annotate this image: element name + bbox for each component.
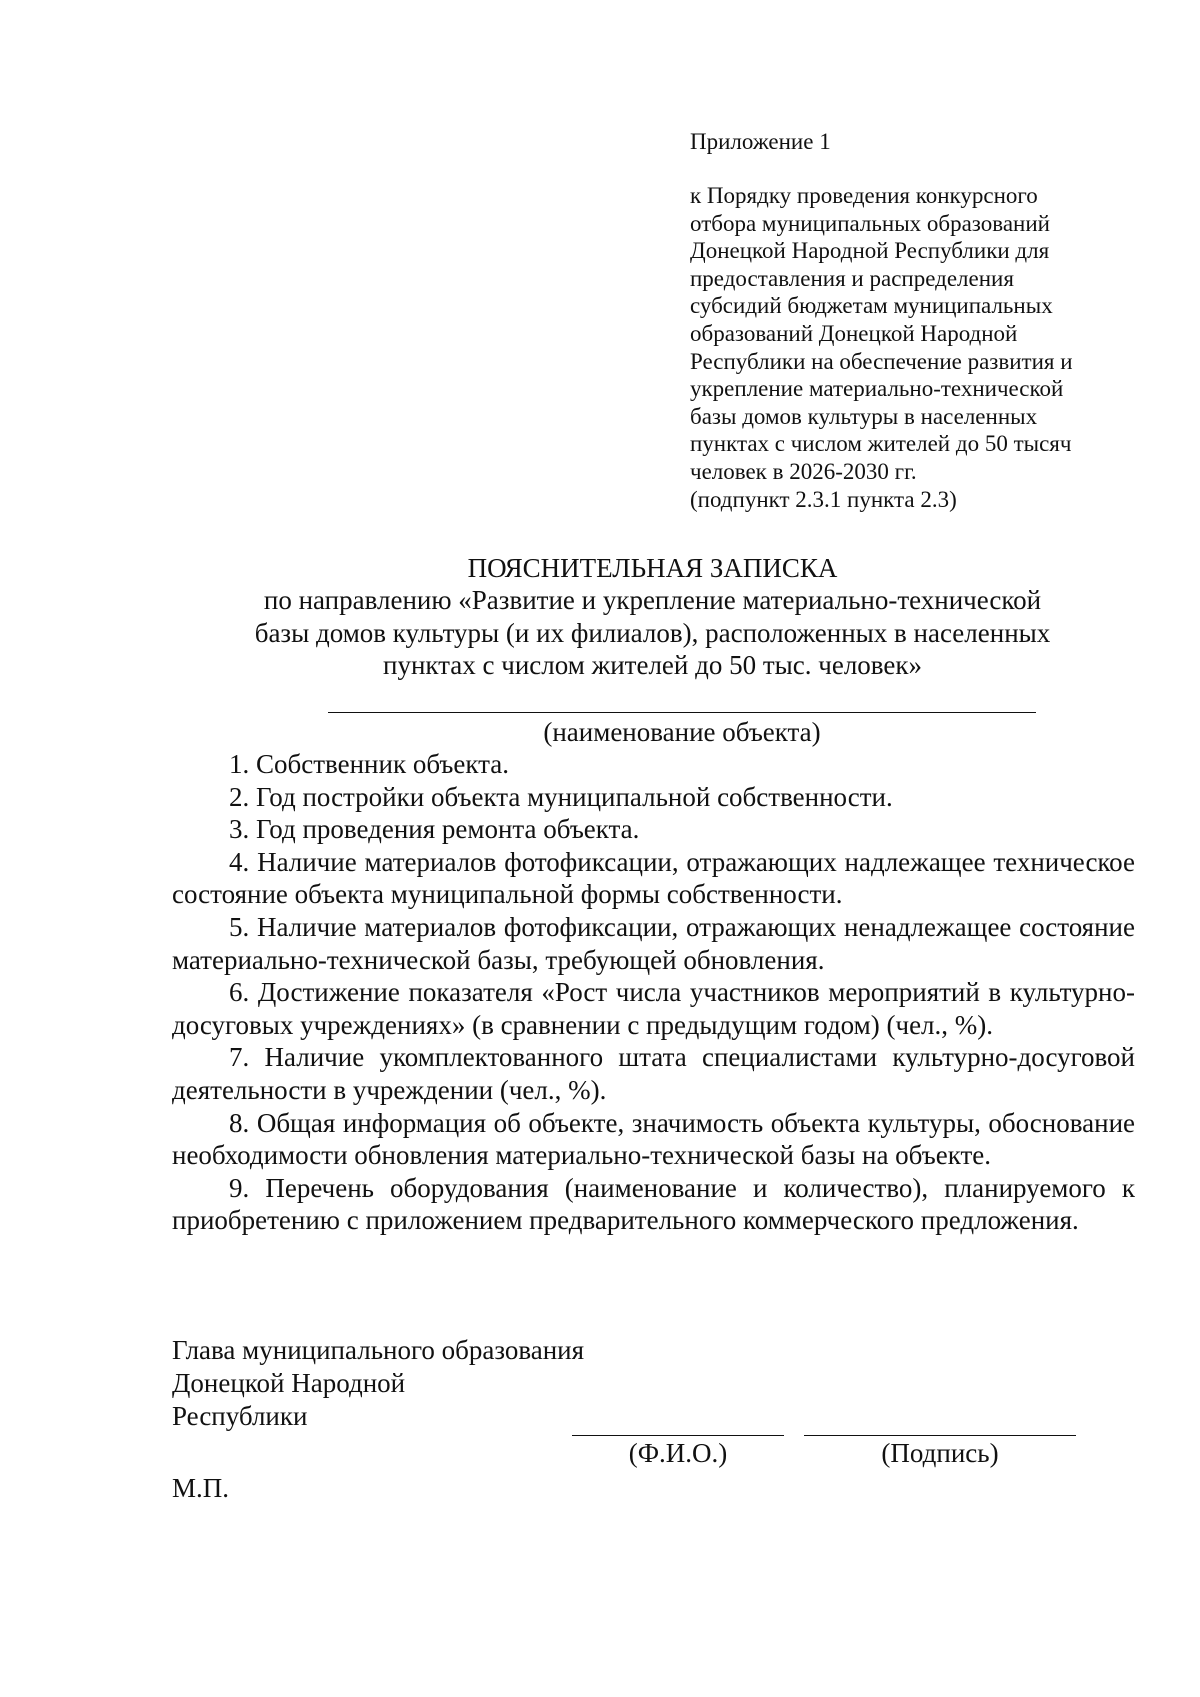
- object-name-caption: (наименование объекта): [543, 717, 821, 747]
- stamp-place-label: М.П.: [172, 1473, 230, 1503]
- appendix-title: Приложение 1: [690, 129, 831, 154]
- list-item: 9. Перечень оборудования (наименование и количество), планируемого к приобретению с приложением предварительного коммерческого предложения.: [172, 1172, 1135, 1236]
- list-item: 8. Общая информация об объекте, значимость объекта культуры, обоснование необходимости обновления материально-технической базы на объекте.: [172, 1107, 1135, 1171]
- list-item: 4. Наличие материалов фотофиксации, отражающих надлежащее техническое состояние объекта муниципальной формы собственности.: [172, 846, 1135, 910]
- appendix-line: образований Донецкой Народной: [690, 320, 1018, 346]
- heading-subtitle-line: пунктах с числом жителей до 50 тыс. человек»: [383, 650, 922, 680]
- list-item: 5. Наличие материалов фотофиксации, отражающих ненадлежащее состояние материально-технической базы, требующей обновления.: [172, 911, 1135, 975]
- signature-position-line: Глава муниципального образования: [172, 1335, 585, 1365]
- appendix-line: отбора муниципальных образований: [690, 210, 1050, 236]
- fio-blank-line: [572, 1435, 784, 1436]
- appendix-line: пунктах с числом жителей до 50 тысяч: [690, 431, 1072, 457]
- signature-blank-line: [804, 1435, 1076, 1436]
- appendix-line: (подпункт 2.3.1 пункта 2.3): [690, 486, 957, 512]
- heading-subtitle-line: по направлению «Развитие и укрепление материально-технической: [263, 585, 1042, 615]
- list-item: 6. Достижение показателя «Рост числа участников мероприятий в культурно-досуговых учреждениях» (в сравнении с предыдущим годом) (чел., %).: [172, 977, 1135, 1040]
- signature-block: [172, 1334, 584, 1433]
- signature-position-line: Донецкой Народной: [172, 1368, 406, 1398]
- document-heading: [170, 552, 1135, 682]
- appendix-line: Донецкой Народной Республики для: [690, 238, 1050, 264]
- appendix-line: к Порядку проведения конкурсного: [690, 183, 1038, 208]
- list-item: 3. Год проведения ремонта объекта.: [229, 814, 640, 845]
- heading-subtitle-line: базы домов культуры (и их филиалов), расположенных в населенных: [254, 617, 1051, 648]
- document-title: ПОЯСНИТЕЛЬНАЯ ЗАПИСКА: [467, 553, 838, 583]
- appendix-line: укрепление материально-технической: [690, 376, 1064, 402]
- signature-position-line: Республики: [172, 1401, 308, 1431]
- object-name-blank-line: [328, 712, 1036, 713]
- appendix-line: предоставления и распределения: [690, 265, 1014, 291]
- appendix-line: Республики на обеспечение развития и: [690, 348, 1073, 374]
- appendix-line: субсидий бюджетам муниципальных: [690, 293, 1053, 319]
- list-item: 7. Наличие укомплектованного штата специалистами культурно-досуговой деятельности в учреждении (чел., %).: [172, 1042, 1135, 1105]
- list-item: 2. Год постройки объекта муниципальной собственности.: [229, 781, 893, 812]
- appendix-line: человек в 2026-2030 гг.: [690, 458, 917, 484]
- items-list: [172, 748, 1135, 1237]
- appendix-line: базы домов культуры в населенных: [690, 403, 1038, 429]
- signature-caption: (Подпись): [881, 1438, 999, 1468]
- list-item: 1. Собственник объекта.: [229, 749, 509, 779]
- appendix-block: [690, 128, 1150, 513]
- fio-caption: (Ф.И.О.): [628, 1438, 728, 1468]
